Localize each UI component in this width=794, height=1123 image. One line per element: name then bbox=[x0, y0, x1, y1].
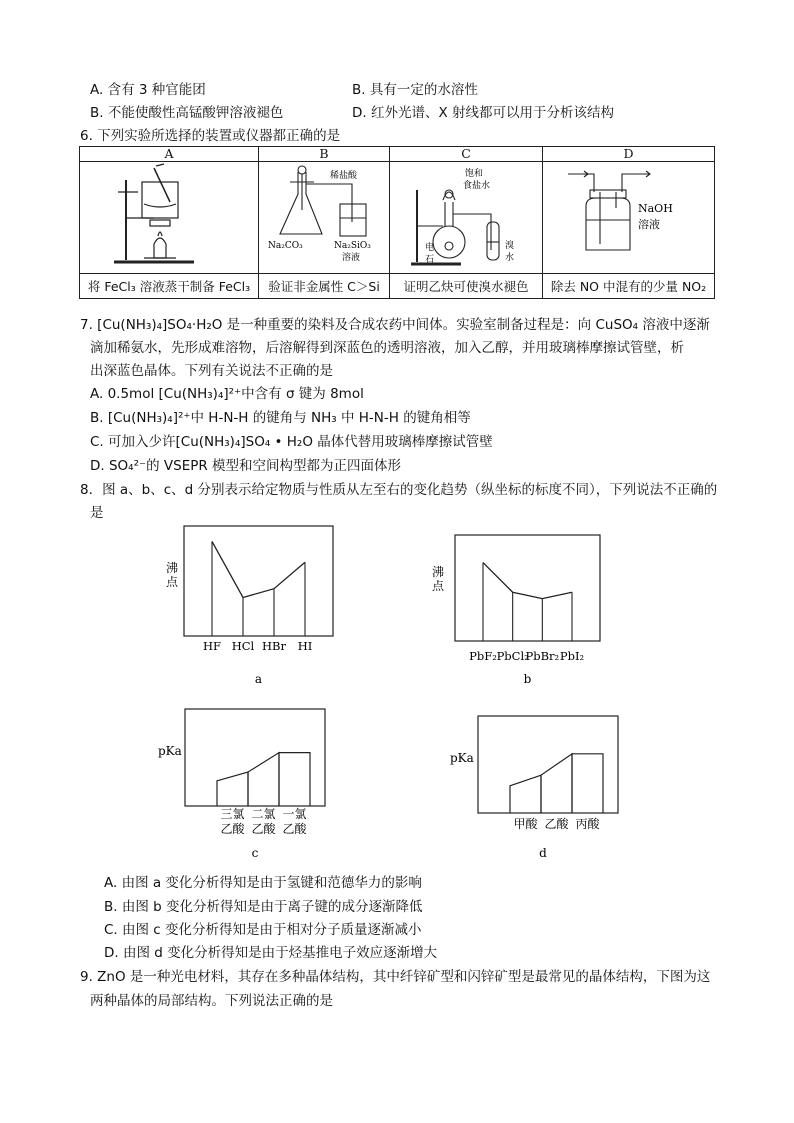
q8-line2: 是 bbox=[90, 505, 104, 521]
chart-d-tick-1: 乙酸 bbox=[544, 817, 569, 831]
c-label-bromine1: 溴 bbox=[505, 241, 515, 251]
chart-d-bar-1 bbox=[541, 754, 572, 813]
chart-b-tick-3: PbI₂ bbox=[559, 649, 585, 663]
chart-c-frame bbox=[185, 709, 325, 806]
q5-option-c: B. 不能使酸性高锰酸钾溶液褪色 bbox=[90, 105, 284, 121]
c-label-sat: 饱和 bbox=[465, 169, 484, 179]
q8-option-b: B. 由图 b 变化分析得知是由于离子键的成分逐渐降低 bbox=[104, 899, 423, 915]
q7-option-a: A. 0.5mol [Cu(NH₃)₄]²⁺中含有 σ 键为 8mol bbox=[90, 386, 364, 402]
chart-d-title: d bbox=[539, 846, 547, 860]
chart-c-tick-0: 三氯 bbox=[220, 807, 245, 821]
chart-d-guide-1 bbox=[541, 754, 572, 813]
chart-a-title: a bbox=[254, 672, 263, 686]
q8-option-d: D. 由图 d 变化分析得知是由于烃基推电子效应逐渐增大 bbox=[104, 945, 438, 961]
chart-b-tick-1: PbCl₂ bbox=[496, 649, 529, 663]
chart-c-bar-1 bbox=[248, 753, 279, 806]
chart-c-tick-1: 乙酸 bbox=[251, 822, 276, 836]
c-label-carbide2: 石 bbox=[425, 255, 435, 265]
q9-line1: 9. ZnO 是一种光电材料，其存在多种晶体结构，其中纤锌矿型和闪锌矿型是最常见的晶体结构，下图为这 bbox=[80, 969, 711, 985]
chart-d-bar-0 bbox=[510, 775, 541, 813]
chart-c-tick-0: 乙酸 bbox=[220, 822, 245, 836]
chart-c-guide-1 bbox=[248, 753, 279, 806]
q6-stem: 6. 下列实验所选择的装置或仪器都正确的是 bbox=[80, 128, 341, 144]
q6-header-b: B bbox=[259, 147, 390, 162]
chart-c-tick-2: 一氯 bbox=[282, 807, 307, 821]
chart-a-ylabel: 点 bbox=[166, 575, 179, 589]
chart-c-bar-0 bbox=[217, 772, 248, 806]
chart-b-tick-2: PbBr₂ bbox=[525, 649, 560, 663]
d-label-solution: 溶液 bbox=[637, 218, 660, 231]
q7-option-d: D. SO₄²⁻的 VSEPR 模型和空间构型都为正四面体形 bbox=[90, 458, 402, 474]
chart-a-tick-2: HBr bbox=[262, 639, 286, 653]
chart-c-ylabel: pKa bbox=[158, 744, 182, 758]
chart-b-tick-0: PbF₂ bbox=[469, 649, 497, 663]
chart-c-guide-0 bbox=[217, 772, 248, 806]
chart-d-tick-2: 丙酸 bbox=[575, 817, 600, 831]
b-label-na2co3: Na₂CO₃ bbox=[268, 241, 303, 251]
q9-line2: 两种晶体的局部结构。下列说法正确的是 bbox=[90, 993, 333, 1009]
chart-b-ylabel: 沸 bbox=[432, 565, 445, 579]
q5-option-d: D. 红外光谱、X 射线都可以用于分析该结构 bbox=[352, 105, 615, 121]
chart-b-frame bbox=[455, 535, 600, 641]
q7-line3: 出深蓝色晶体。下列有关说法不正确的是 bbox=[90, 363, 333, 379]
chart-d-frame bbox=[478, 716, 618, 813]
q8-option-a: A. 由图 a 变化分析得知是由于氢键和范德华力的影响 bbox=[104, 875, 422, 891]
chart-d-tick-0: 甲酸 bbox=[513, 817, 538, 831]
q6-header-d: D bbox=[543, 147, 715, 162]
chart-a-frame bbox=[184, 526, 333, 636]
c-label-brine: 食盐水 bbox=[463, 181, 491, 191]
q5-option-a: A. 含有 3 种官能团 bbox=[90, 82, 206, 98]
q6-header-a: A bbox=[80, 147, 259, 162]
q6-caption-a: 将 FeCl₃ 溶液蒸干制备 FeCl₃ bbox=[80, 274, 259, 299]
q7-option-b: B. [Cu(NH₃)₄]²⁺中 H-N-H 的键角与 NH₃ 中 H-N-H 的键角相等 bbox=[90, 410, 471, 426]
q6-caption-d: 除去 NO 中混有的少量 NO₂ bbox=[543, 274, 715, 299]
chart-b-title: b bbox=[523, 672, 532, 686]
q5-option-b: B. 具有一定的水溶性 bbox=[352, 82, 478, 98]
chart-c-guide-2 bbox=[279, 753, 310, 806]
q7-option-c: C. 可加入少许[Cu(NH₃)₄]SO₄ • H₂O 晶体代替用玻璃棒摩擦试管壁 bbox=[90, 434, 493, 450]
q6-caption-c: 证明乙炔可使溴水褪色 bbox=[390, 274, 543, 299]
q7-line1: 7. [Cu(NH₃)₄]SO₄·H₂O 是一种重要的染料及合成农药中间体。实验室制备过程是：向 CuSO₄ 溶液中逐渐 bbox=[80, 317, 710, 333]
d-label-naoh: NaOH bbox=[637, 202, 673, 215]
q7-line2: 滴加稀氨水，先形成难溶物，后溶解得到深蓝色的透明溶液，加入乙醇，并用玻璃棒摩擦试管壁，析 bbox=[90, 340, 684, 356]
c-label-carbide1: 电 bbox=[425, 243, 435, 253]
chart-c-bar-2 bbox=[279, 753, 310, 806]
chart-a-tick-1: HCl bbox=[231, 639, 255, 653]
q6-header-c: C bbox=[390, 147, 543, 162]
chart-c-tick-1: 二氯 bbox=[251, 807, 276, 821]
c-label-bromine2: 水 bbox=[505, 253, 515, 263]
chart-d-bar-2 bbox=[572, 754, 603, 813]
chart-c-tick-2: 乙酸 bbox=[282, 822, 307, 836]
chart-a-series-line bbox=[212, 541, 305, 597]
q8-option-c: C. 由图 c 变化分析得知是由于相对分子质量逐渐减小 bbox=[104, 922, 422, 938]
q6-caption-b: 验证非金属性 C＞Si bbox=[259, 274, 390, 299]
chart-b-series-line bbox=[483, 563, 572, 599]
chart-a-ylabel: 沸 bbox=[166, 561, 179, 575]
chart-b-ylabel: 点 bbox=[432, 579, 445, 593]
chart-a-tick-0: HF bbox=[202, 639, 222, 653]
chart-d-guide-2 bbox=[572, 754, 603, 813]
b-label-solution: 溶液 bbox=[342, 253, 361, 263]
b-label-na2sio3: Na₂SiO₃ bbox=[334, 241, 371, 251]
chart-c-title: c bbox=[251, 846, 259, 860]
chart-d-ylabel: pKa bbox=[450, 751, 474, 765]
b-label-acid: 稀盐酸 bbox=[330, 171, 358, 181]
chart-a-tick-3: HI bbox=[297, 639, 313, 653]
q8-line1: 8．图 a、b、c、d 分别表示给定物质与性质从左至右的变化趋势（纵坐标的标度不同），下列说法不正确的 bbox=[80, 482, 718, 498]
